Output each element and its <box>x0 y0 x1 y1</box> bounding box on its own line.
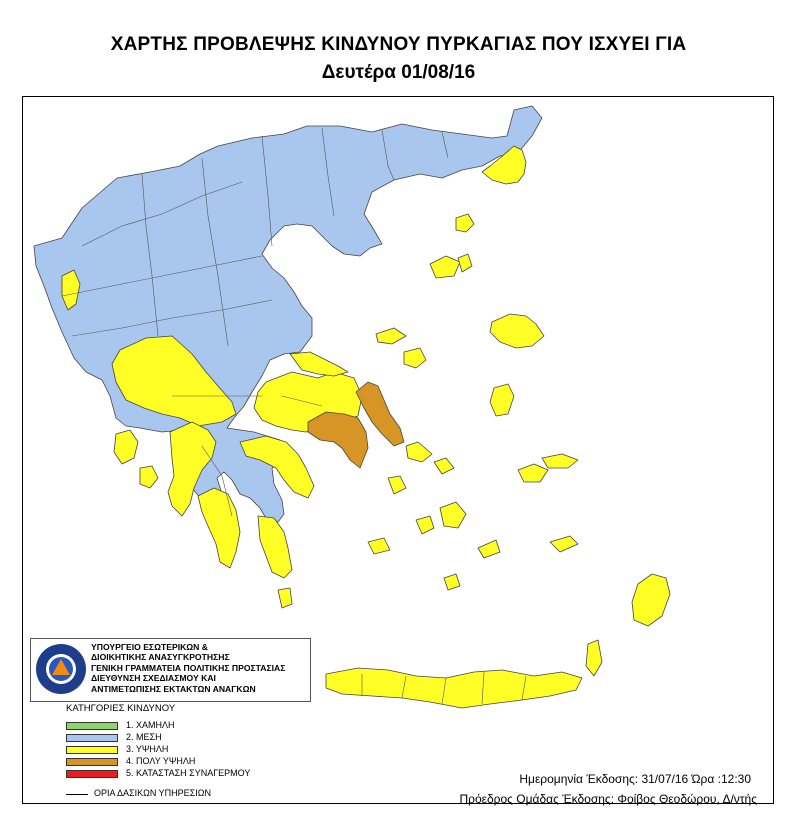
issuer: Πρόεδρος Ομάδας Έκδοσης: Φοίβος Θεοδώρου, Δ/ντής <box>459 792 757 806</box>
milos-high-region <box>368 538 390 554</box>
legend-label-low: 1. ΧΑΜΗΛΗ <box>126 720 175 730</box>
lemnos-high-region <box>458 254 472 272</box>
legend-label-high: 3. ΥΨΗΛΗ <box>126 744 169 754</box>
thassos-high-region <box>456 214 474 232</box>
ministry-info-box <box>30 638 311 702</box>
samothraki-high-region <box>430 256 460 278</box>
south-peloponnese-high-region <box>198 488 240 568</box>
chios-high-region <box>490 384 514 416</box>
tinos-high-region <box>434 458 454 474</box>
kythira-high-region <box>278 588 292 608</box>
magnesia-high-region <box>290 352 348 376</box>
laconia-high-region <box>258 516 292 578</box>
boundary-line-symbol <box>66 794 88 795</box>
legend-title: ΚΑΤΗΓΟΡΙΕΣ ΚΙΝΔΥΝΟΥ <box>66 703 176 714</box>
legend-swatch-alarm <box>66 770 118 778</box>
issue-date: Ημερομηνία Έκδοσης: 31/07/16 Ώρα :12:30 <box>519 772 751 786</box>
lesvos-high-region <box>490 314 544 348</box>
map-date: Δευτέρα 01/08/16 <box>321 62 476 83</box>
kefalonia-high-region <box>114 430 138 464</box>
legend-swatch-medium <box>66 734 118 742</box>
samos-high-region <box>518 464 548 482</box>
zakynthos-high-region <box>140 466 158 488</box>
legend-label-alarm: 5. ΚΑΤΑΣΤΑΣΗ ΣΥΝΑΓΕΡΜΟΥ <box>126 768 251 778</box>
attica-very-high-region <box>308 412 368 468</box>
ministry-text: ΥΠΟΥΡΓΕΙΟ ΕΣΩΤΕΡΙΚΩΝ & ΔΙΟΙΚΗΤΙΚΗΣ ΑΝΑΣΥΓΚΡΟΤΗΣΗΣ ΓΕΝΙΚΗ ΓΡΑΜΜΑΤΕΙΑ ΠΟΛΙΤΙΚΗΣ ΠΡΟΣΤΑΣΙΑΣ ΔΙΕΥΘΥΝΣΗ ΣΧΕΔΙΑΣΜΟΥ ΚΑΙ ΑΝΤΙΜΕΤΩΠΙΣΗΣ ΕΚΤΑΚΤΩΝ ΑΝΑΓΚΩΝ <box>91 642 286 694</box>
andros-high-region <box>406 442 432 462</box>
rhodes-high-region <box>632 574 670 626</box>
legend-label-medium: 2. ΜΕΣΗ <box>126 732 162 742</box>
civil-protection-logo <box>35 643 87 695</box>
paros-high-region <box>416 516 434 534</box>
amorgos-high-region <box>478 540 500 558</box>
boundary-label: ΟΡΙΑ ΔΑΣΙΚΩΝ ΥΠΗΡΕΣΙΩΝ <box>94 788 211 798</box>
ikaria-high-region <box>542 454 578 468</box>
legend-label-very-high: 4. ΠΟΛΥ ΥΨΗΛΗ <box>126 756 196 766</box>
crete-high-region <box>326 668 582 708</box>
legend-swatch-low <box>66 722 118 730</box>
legend-swatch-very-high <box>66 758 118 766</box>
santorini-high-region <box>444 574 460 590</box>
naxos-high-region <box>440 502 466 528</box>
skyros-high-region <box>404 348 426 368</box>
kos-high-region <box>550 536 578 552</box>
map-title: ΧΑΡΤΗΣ ΠΡΟΒΛΕΨΗΣ ΚΙΝΔΥΝΟΥ ΠΥΡΚΑΓΙΑΣ ΠΟΥ ΙΣΧΥΕΙ ΓΙΑ <box>110 34 687 55</box>
karpathos-high-region <box>586 640 602 676</box>
syros-high-region <box>388 476 406 494</box>
legend-swatch-high <box>66 746 118 754</box>
sporades-high-region <box>376 328 406 344</box>
